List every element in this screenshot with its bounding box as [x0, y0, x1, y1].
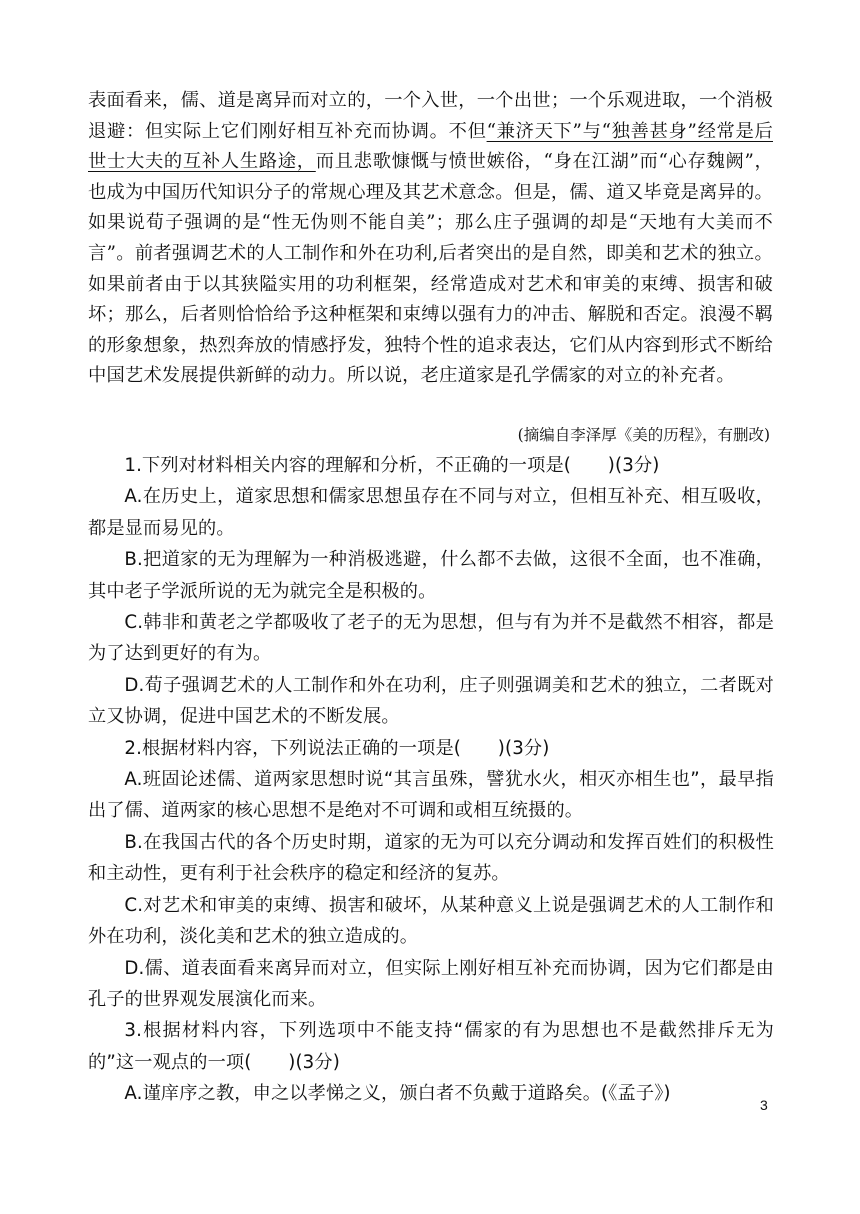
question-1-stem: 1.下列对材料相关内容的理解和分析，不正确的一项是( )(3分)	[124, 455, 660, 476]
passage-text-continued: 而且悲歌慷慨与愤世嫉俗，“身在江湖”而“心存魏阙”，也成为中国历代知识分子的常规心理及其艺术意念。但是，儒、道又毕竟是离异的。如果说荀子强调的是“性无伪则不能自美”；那么庄子强调的却是“天地有大美而不言”。前者强调艺术的人工制作和外在功利,后者突出的是自然，即美和艺术的独立。如果前者由于以其狭隘实用的功利框架，经常造成对艺术和审美的束缚、损害和破坏；那么，后者则恰恰给予这种框架和束缚以强有力的冲击、解脱和否定。浪漫不羁的形象想象，热烈奔放的情感抒发，独特个性的追求表达，它们从内容到形式不断给中国艺术发展提供新鲜的动力。所以说，老庄道家是孔学儒家的对立的补充者。	[88, 151, 773, 387]
question-1-option-b: B.把道家的无为理解为一种消极逃避，什么都不去做，这很不全面，也不准确，其中老子学派所说的无为就完全是积极的。	[88, 549, 774, 602]
question-2-stem: 2.根据材料内容，下列说法正确的一项是( )(3分)	[124, 737, 550, 759]
question-2-option-d: D.儒、道表面看来离异而对立，但实际上刚好相互补充而协调，因为它们都是由孔子的世界观发展演化而来。	[88, 957, 774, 1010]
question-2-option-a: A.班固论述儒、道两家思想时说“其言虽殊，譬犹水火，相灭亦相生也”，最早指出了儒、道两家的核心思想不是绝对不可调和或相互统摄的。	[88, 769, 774, 822]
source-citation: (摘编自李泽厚《美的历程》，有删改)	[517, 426, 770, 444]
question-section	[88, 450, 774, 1110]
reading-passage	[88, 86, 773, 392]
question-3-option-a: A.谨庠序之教，申之以孝悌之义，颁白者不负戴于道路矣。(《孟子》)	[124, 1083, 671, 1105]
question-2-option-b: B.在我国古代的各个历史时期，道家的无为可以充分调动和发挥百姓们的积极性和主动性，更有利于社会秩序的稳定和经济的复苏。	[88, 831, 774, 885]
question-1-option-d: D.荀子强调艺术的人工制作和外在功利，庄子则强调美和艺术的独立，二者既对立又协调，促进中国艺术的不断发展。	[88, 674, 774, 728]
underlined-sentence: “兼济天下”与“独善甚身”经常是后世士大夫的互补人生路途，	[88, 120, 773, 173]
question-1-option-c: C.韩非和黄老之学都吸收了老子的无为思想，但与有为并不是截然不相容，都是为了达到更好的有为。	[88, 612, 774, 665]
passage-paragraph	[88, 86, 773, 392]
question-1-option-a: A.在历史上，道家思想和儒家思想虽存在不同与对立，但相互补充、相互吸收，都是显而易见的。	[88, 486, 774, 539]
question-3-stem: 3.根据材料内容，下列选项中不能支持“儒家的有为思想也不是截然排斥无为的”这一观点的一项( )(3分)	[88, 1020, 774, 1073]
passage-text: 表面看来，儒、道是离异而对立的，一个入世，一个出世；一个乐观进取，一个消极退避：但实际上它们刚好相互补充而协调。不但	[88, 90, 773, 142]
question-2-option-c: C.对艺术和审美的束缚、损害和破坏，从某种意义上说是强调艺术的人工制作和外在功利，淡化美和艺术的独立造成的。	[88, 894, 774, 948]
page-number: 3	[760, 1097, 768, 1113]
